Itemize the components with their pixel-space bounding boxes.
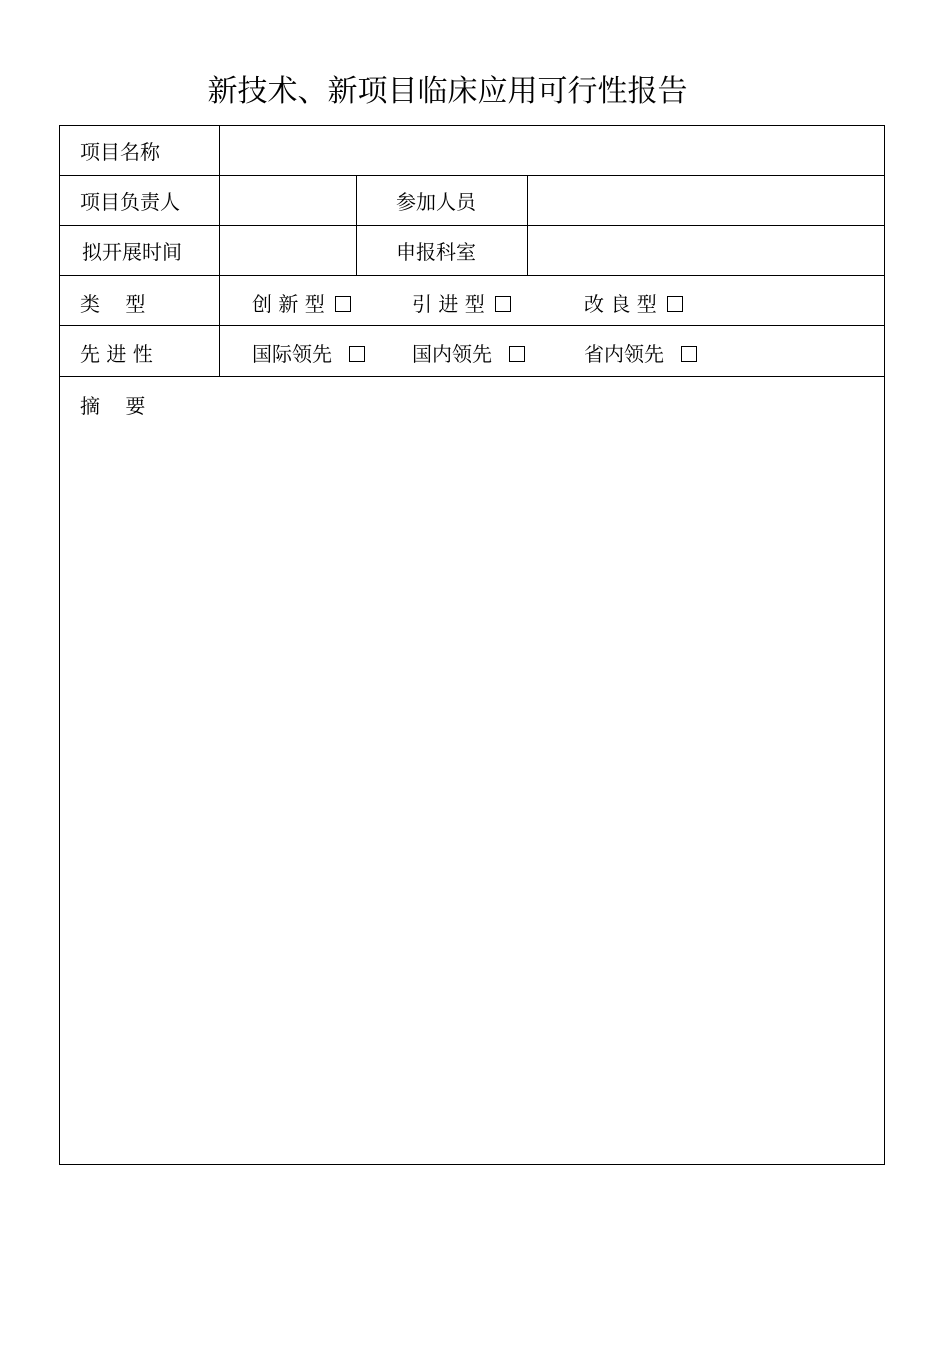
type-option-improved[interactable] (584, 292, 683, 316)
document-title: 新技术、新项目临床应用可行性报告 (207, 74, 688, 109)
start-time-label: 拟开展时间 (82, 240, 182, 264)
advancement-option-international[interactable] (252, 342, 365, 366)
column-divider (219, 126, 220, 376)
participants-field[interactable] (538, 190, 868, 214)
department-field[interactable] (538, 240, 868, 264)
summary-label: 摘 要 (80, 394, 146, 418)
checkbox-icon[interactable] (509, 346, 525, 362)
option-label: 省内领先 (584, 342, 664, 366)
column-divider (527, 175, 528, 275)
project-name-field[interactable] (230, 140, 870, 164)
department-label: 申报科室 (396, 240, 476, 264)
checkbox-icon[interactable] (335, 296, 351, 312)
checkbox-icon[interactable] (495, 296, 511, 312)
row-divider (60, 175, 884, 176)
checkbox-icon[interactable] (681, 346, 697, 362)
column-divider (356, 175, 357, 275)
leader-label: 项目负责人 (80, 190, 180, 214)
option-label: 国内领先 (412, 342, 492, 366)
advancement-option-provincial[interactable] (584, 342, 697, 366)
advancement-label: 先 进 性 (80, 342, 153, 366)
advancement-option-domestic[interactable] (412, 342, 525, 366)
summary-field[interactable] (80, 426, 860, 1146)
type-option-innovative[interactable] (252, 292, 351, 316)
report-form (59, 125, 885, 1165)
row-divider (60, 325, 884, 326)
start-time-field[interactable] (230, 240, 345, 264)
leader-field[interactable] (230, 190, 345, 214)
option-label: 引 进 型 (412, 292, 485, 316)
row-divider (60, 225, 884, 226)
checkbox-icon[interactable] (667, 296, 683, 312)
checkbox-icon[interactable] (349, 346, 365, 362)
type-label: 类 型 (80, 292, 146, 316)
participants-label: 参加人员 (396, 190, 476, 214)
row-divider (60, 275, 884, 276)
option-label: 改 良 型 (584, 292, 657, 316)
project-name-label: 项目名称 (80, 140, 160, 164)
option-label: 创 新 型 (252, 292, 325, 316)
type-option-introduced[interactable] (412, 292, 511, 316)
option-label: 国际领先 (252, 342, 332, 366)
row-divider (60, 376, 884, 377)
